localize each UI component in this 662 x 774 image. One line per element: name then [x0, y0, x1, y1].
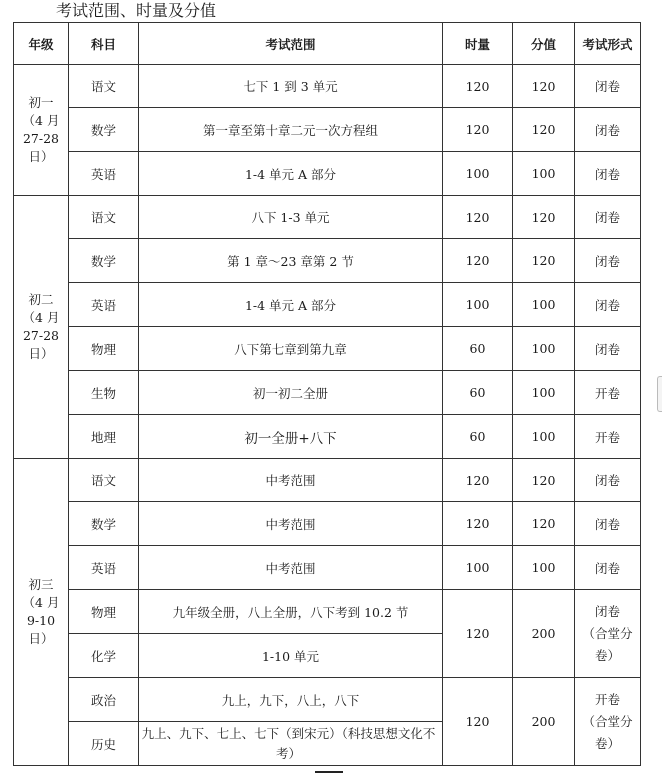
grade-line: （4 月 [22, 595, 60, 610]
format-cell: 闭卷 [575, 502, 641, 546]
subject-cell: 数学 [69, 239, 139, 283]
format-cell: 闭卷 [575, 459, 641, 502]
grade-line: 日） [28, 149, 54, 164]
format-line: （合堂分 [582, 625, 633, 641]
duration-cell: 60 [443, 415, 513, 459]
table-row [14, 459, 641, 502]
format-cell-merged [575, 678, 641, 766]
format-cell-merged [575, 590, 641, 678]
format-cell: 闭卷 [575, 327, 641, 371]
header-score: 分值 [513, 23, 575, 65]
subject-cell: 化学 [69, 634, 139, 678]
format-cell: 闭卷 [575, 283, 641, 327]
grade-line: 日） [28, 346, 54, 361]
scope-cell: 九上，九下，八上，八下 [139, 678, 443, 722]
page-edge-marker [315, 771, 343, 773]
duration-cell: 100 [443, 152, 513, 196]
grade-line: 27-28 [22, 328, 60, 343]
score-cell: 120 [513, 65, 575, 108]
table-row [14, 590, 641, 634]
table-row [14, 108, 641, 152]
subject-cell: 语文 [69, 65, 139, 108]
score-cell-merged: 200 [513, 590, 575, 678]
format-line: 卷） [594, 735, 620, 751]
duration-cell: 100 [443, 283, 513, 327]
format-line: 卷） [594, 647, 620, 663]
header-row [14, 23, 641, 65]
score-cell: 100 [513, 327, 575, 371]
score-cell: 100 [513, 546, 575, 590]
duration-cell: 120 [443, 459, 513, 502]
score-cell: 100 [513, 415, 575, 459]
grade-line: 初二 [28, 292, 54, 307]
subject-cell: 数学 [69, 502, 139, 546]
page-title: 考试范围、时量及分值 [56, 1, 217, 20]
duration-cell: 120 [443, 239, 513, 283]
duration-cell: 60 [443, 371, 513, 415]
scope-cell: 九年级全册，八上全册，八下考到 10.2 节 [139, 590, 443, 634]
score-cell-merged: 200 [513, 678, 575, 766]
header-subject: 科目 [69, 23, 139, 65]
subject-cell: 物理 [69, 327, 139, 371]
format-cell: 闭卷 [575, 152, 641, 196]
score-cell: 120 [513, 502, 575, 546]
grade-line: 27-28 [22, 131, 60, 146]
duration-cell-merged: 120 [443, 590, 513, 678]
grade-cell-1 [14, 65, 69, 196]
scope-cell: 七下 1 到 3 单元 [139, 65, 443, 108]
header-format: 考试形式 [575, 23, 641, 65]
subject-cell: 语文 [69, 459, 139, 502]
score-cell: 100 [513, 283, 575, 327]
scope-cell: 中考范围 [139, 546, 443, 590]
scope-cell: 中考范围 [139, 459, 443, 502]
scope-cell: 1-4 单元 A 部分 [139, 152, 443, 196]
table-row [14, 327, 641, 371]
format-cell: 开卷 [575, 371, 641, 415]
grade-line: 9-10 [26, 613, 56, 628]
format-cell: 闭卷 [575, 108, 641, 152]
subject-cell: 地理 [69, 415, 139, 459]
table-row [14, 239, 641, 283]
scope-cell: 1-4 单元 A 部分 [139, 283, 443, 327]
table-row [14, 371, 641, 415]
scope-cell: 初一初二全册 [139, 371, 443, 415]
table-row [14, 502, 641, 546]
subject-cell: 历史 [69, 722, 139, 766]
format-cell: 闭卷 [575, 196, 641, 239]
scope-cell: 初一全册+八下 [139, 415, 443, 459]
subject-cell: 生物 [69, 371, 139, 415]
scope-cell: 中考范围 [139, 502, 443, 546]
duration-cell-merged: 120 [443, 678, 513, 766]
subject-cell: 数学 [69, 108, 139, 152]
scope-cell: 第一章至第十章二元一次方程组 [139, 108, 443, 152]
scope-cell: 第 1 章～23 章第 2 节 [139, 239, 443, 283]
table-row [14, 415, 641, 459]
duration-cell: 120 [443, 65, 513, 108]
subject-cell: 英语 [69, 283, 139, 327]
score-cell: 120 [513, 239, 575, 283]
format-cell: 闭卷 [575, 546, 641, 590]
scope-cell: 八下 1-3 单元 [139, 196, 443, 239]
duration-cell: 120 [443, 196, 513, 239]
grade-cell-2 [14, 196, 69, 459]
format-line: 闭卷 [594, 603, 620, 619]
format-cell: 闭卷 [575, 239, 641, 283]
table-row [14, 152, 641, 196]
table-row [14, 283, 641, 327]
score-cell: 120 [513, 108, 575, 152]
header-scope: 考试范围 [139, 23, 443, 65]
grade-cell-3 [14, 459, 69, 766]
scope-cell: 八下第七章到第九章 [139, 327, 443, 371]
subject-cell: 政治 [69, 678, 139, 722]
exam-schedule-table [13, 22, 641, 766]
format-cell: 闭卷 [575, 65, 641, 108]
table-row [14, 546, 641, 590]
duration-cell: 120 [443, 108, 513, 152]
scope-cell: 九上、九下、七上、七下（到宋元）（科技思想文化不考） [139, 722, 443, 766]
side-scroll-tab[interactable] [657, 376, 662, 412]
score-cell: 120 [513, 459, 575, 502]
table-row [14, 65, 641, 108]
subject-cell: 英语 [69, 546, 139, 590]
grade-line: 初一 [28, 95, 54, 110]
format-line: 开卷 [594, 691, 620, 707]
subject-cell: 物理 [69, 590, 139, 634]
header-grade: 年级 [14, 23, 69, 65]
score-cell: 120 [513, 196, 575, 239]
grade-line: （4 月 [22, 113, 60, 128]
format-line: （合堂分 [582, 713, 633, 729]
subject-cell: 英语 [69, 152, 139, 196]
duration-cell: 100 [443, 546, 513, 590]
header-duration: 时量 [443, 23, 513, 65]
format-cell: 开卷 [575, 415, 641, 459]
grade-line: 日） [28, 631, 54, 646]
grade-line: （4 月 [22, 310, 60, 325]
subject-cell: 语文 [69, 196, 139, 239]
table-row [14, 196, 641, 239]
grade-line: 初三 [28, 577, 54, 592]
score-cell: 100 [513, 152, 575, 196]
duration-cell: 120 [443, 502, 513, 546]
duration-cell: 60 [443, 327, 513, 371]
score-cell: 100 [513, 371, 575, 415]
table-row [14, 678, 641, 722]
scope-cell: 1-10 单元 [139, 634, 443, 678]
